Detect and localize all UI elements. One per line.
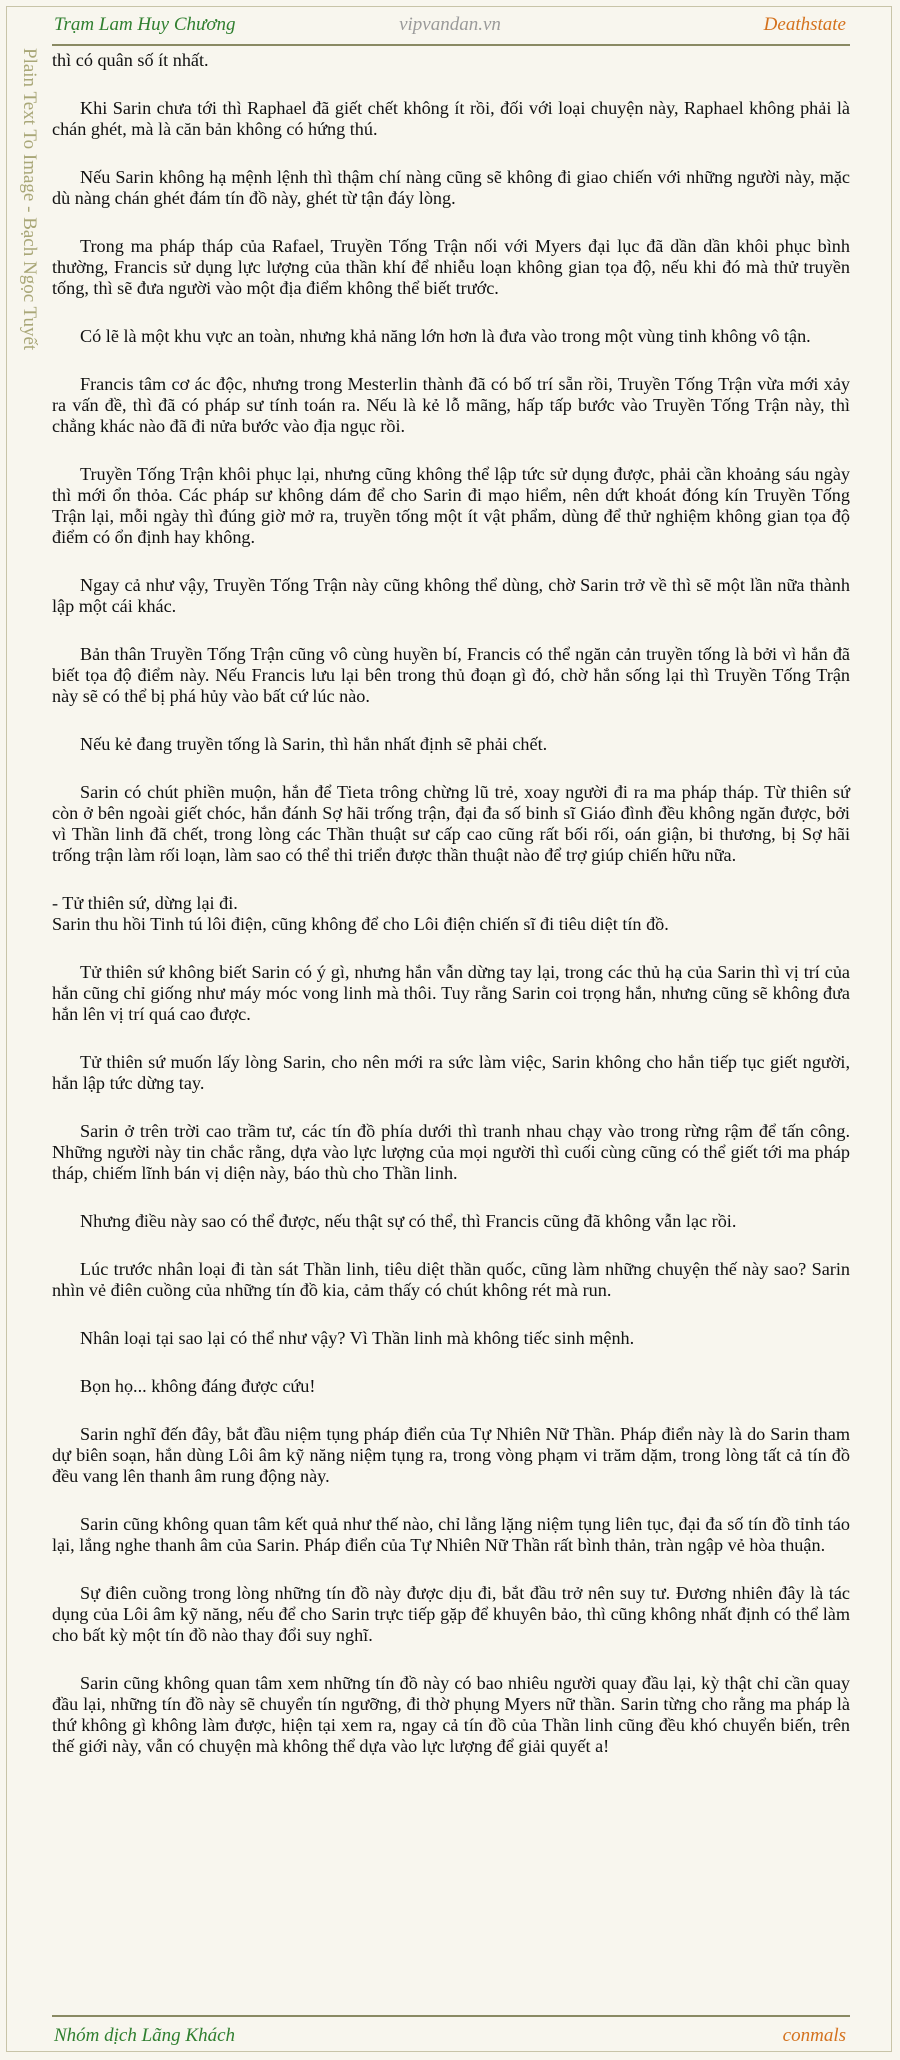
side-watermark-label: Plain Text To Image - Bạch Ngọc Tuyết	[19, 48, 40, 351]
paragraph: Truyền Tống Trận khôi phục lại, nhưng cũng không thể lập tức sử dụng được, phải cần khoảng sáu ngày thì mới ổn thỏa. Các pháp sư không dám để cho Sarin đi mạo hiểm, nên dứt khoát đóng kín Truyền Tống Trận lại, mỗi ngày thì đúng giờ mở ra, truyền tống một ít vật phẩm, dùng để thử nghiệm không gian tọa độ điểm có ổn định hay không.	[52, 464, 850, 547]
dialogue-line: - Tử thiên sứ, dừng lại đi.	[52, 893, 238, 913]
paragraph: Bọn họ... không đáng được cứu!	[80, 1376, 316, 1396]
paragraph: Ngay cả như vậy, Truyền Tống Trận này cũng không thể dùng, chờ Sarin trở về thì sẽ một lần nữa thành lập một cái khác.	[52, 575, 850, 616]
paragraph: Sự điên cuồng trong lòng những tín đồ này được dịu đi, bắt đầu trở nên suy tư. Đương nhiên đây là tác dụng của Lôi âm kỹ năng, nếu để cho Sarin trực tiếp gặp để khuyên bảo, thì cũng không nhất định có thể làm cho bất kỳ một tín đồ nào thay đổi suy nghĩ.	[52, 1583, 850, 1645]
paragraph: Sarin nghĩ đến đây, bắt đầu niệm tụng pháp điển của Tự Nhiên Nữ Thần. Pháp điển này là do Sarin tham dự biên soạn, hắn dùng Lôi âm kỹ năng niệm tụng ra, trong vòng phạm vi trăm dặm, trong lòng tất cả tín đồ đều vang lên thanh âm rung động này.	[52, 1424, 850, 1486]
paragraph: Nếu kẻ đang truyền tống là Sarin, thì hắn nhất định sẽ phải chết.	[80, 734, 548, 754]
footer-editor: conmals	[782, 2025, 846, 2046]
paragraph: Có lẽ là một khu vực an toàn, nhưng khả năng lớn hơn là đưa vào trong một vùng tinh không vô tận.	[80, 326, 811, 346]
footer-translator: Nhóm dịch Lãng Khách	[54, 2025, 236, 2046]
footer-divider	[52, 2015, 850, 2017]
paragraph: Nhân loại tại sao lại có thể như vậy? Vì Thần linh mà không tiếc sinh mệnh.	[80, 1328, 635, 1348]
dialogue-narration: Sarin thu hồi Tinh tú lôi điện, cũng không để cho Lôi điện chiến sĩ đi tiêu diệt tín đồ.	[52, 914, 669, 934]
paragraph: Francis tâm cơ ác độc, nhưng trong Mesterlin thành đã có bố trí sẵn rồi, Truyền Tống Trận vừa mới xảy ra vấn đề, thì đã có pháp sư tính toán ra. Nếu là kẻ lỗ mãng, hấp tấp bước vào Truyền Tống Trận này, thì chẳng khác nào đã đi nửa bước vào địa ngục rồi.	[52, 374, 850, 436]
page-footer	[52, 2020, 848, 2054]
page-header	[52, 8, 848, 48]
paragraph: Sarin cũng không quan tâm xem những tín đồ này có bao nhiêu người quay đầu lại, kỳ thật chỉ cần quay đầu lại, những tín đồ này sẽ chuyển tín ngưỡng, đi thờ phụng Myers nữ thần. Sarin từng cho rằng ma pháp là thứ không gì không làm được, hiện tại xem ra, ngay cả tín đồ của Thần linh cũng đều khó chuyển biến, trên thế giới này, vẫn có chuyện mà không thể dựa vào lực lượng để giải quyết a!	[52, 1673, 850, 1756]
chapter-text	[52, 50, 850, 1784]
paragraph: Lúc trước nhân loại đi tàn sát Thần linh, tiêu diệt thần quốc, cũng làm những chuyện thế này sao? Sarin nhìn vẻ điên cuồng của những tín đồ kia, cảm thấy có chút không rét mà run.	[52, 1259, 850, 1300]
paragraph: Tử thiên sứ muốn lấy lòng Sarin, cho nên mới ra sức làm việc, Sarin không cho hắn tiếp tục giết người, hắn lập tức dừng tay.	[52, 1052, 850, 1093]
dialogue-block	[52, 893, 850, 935]
paragraph: Nhưng điều này sao có thể được, nếu thật sự có thể, thì Francis cũng đã không vẫn lạc rồi.	[80, 1211, 737, 1231]
paragraph: Sarin cũng không quan tâm kết quả như thế nào, chỉ lẳng lặng niệm tụng liên tục, đại đa số tín đồ tỉnh táo lại, lắng nghe thanh âm của Sarin. Pháp điển của Tự Nhiên Nữ Thần rất bình thản, tràn ngập vẻ hòa thuận.	[52, 1514, 850, 1555]
paragraph: Sarin có chút phiền muộn, hắn để Tieta trông chừng lũ trẻ, xoay người đi ra ma pháp tháp. Từ thiên sứ còn ở bên ngoài giết chóc, hắn đánh Sợ hãi trống trận, đại đa số binh sĩ Giáo đình đều không ngăn được, bởi vì Thần linh đã chết, trong lòng các Thần thuật sư cấp cao cũng rất bối rối, oán giận, bi thương, bị Sợ hãi trống trận làm rối loạn, làm sao có thể thi triển được thần thuật nào để trợ giúp chiến hữu nữa.	[52, 782, 850, 865]
header-title: Deathstate	[763, 14, 846, 35]
header-site: vipvandan.vn	[399, 14, 501, 35]
paragraph: Nếu Sarin không hạ mệnh lệnh thì thậm chí nàng cũng sẽ không đi giao chiến với những người này, mặc dù nàng chán ghét đám tín đồ này, ghét từ tận đáy lòng.	[52, 167, 850, 208]
header-author: Trạm Lam Huy Chương	[54, 14, 236, 35]
paragraph: Trong ma pháp tháp của Rafael, Truyền Tống Trận nối với Myers đại lục đã dần dần khôi phục bình thường, Francis sử dụng lực lượng của thần khí để nhiễu loạn không gian tọa độ, nếu khi đó mà thử truyền tống, thì sẽ đưa người vào một địa điểm không thể biết trước.	[52, 236, 850, 298]
paragraph: Sarin ở trên trời cao trầm tư, các tín đồ phía dưới thì tranh nhau chạy vào trong rừng rậm để tấn công. Những người này tin chắc rằng, dựa vào lực lượng của mọi người thì cuối cùng cũng có thể giết tới ma pháp tháp, chiếm lĩnh bán vị diện này, báo thù cho Thần linh.	[52, 1121, 850, 1183]
paragraph: Bản thân Truyền Tống Trận cũng vô cùng huyền bí, Francis có thể ngăn cản truyền tống là bởi vì hắn đã biết tọa độ điểm này. Nếu Francis lưu lại bên trong thủ đoạn gì đó, chờ hắn sống lại thì Truyền Tống Trận này sẽ có thể bị phá hủy vào bất cứ lúc nào.	[52, 644, 850, 706]
header-divider	[52, 44, 850, 46]
paragraph: thì có quân số ít nhất.	[52, 50, 209, 70]
paragraph: Tử thiên sứ không biết Sarin có ý gì, nhưng hắn vẫn dừng tay lại, trong các thủ hạ của Sarin thì vị trí của hắn cũng chỉ giống như máy móc vong linh mà thôi. Tuy rằng Sarin coi trọng hắn, nhưng cũng sẽ không đưa hắn lên vị trí quá cao được.	[52, 962, 850, 1024]
paragraph: Khi Sarin chưa tới thì Raphael đã giết chết không ít rồi, đối với loại chuyện này, Raphael không phải là chán ghét, mà là căn bản không có hứng thú.	[52, 98, 850, 139]
